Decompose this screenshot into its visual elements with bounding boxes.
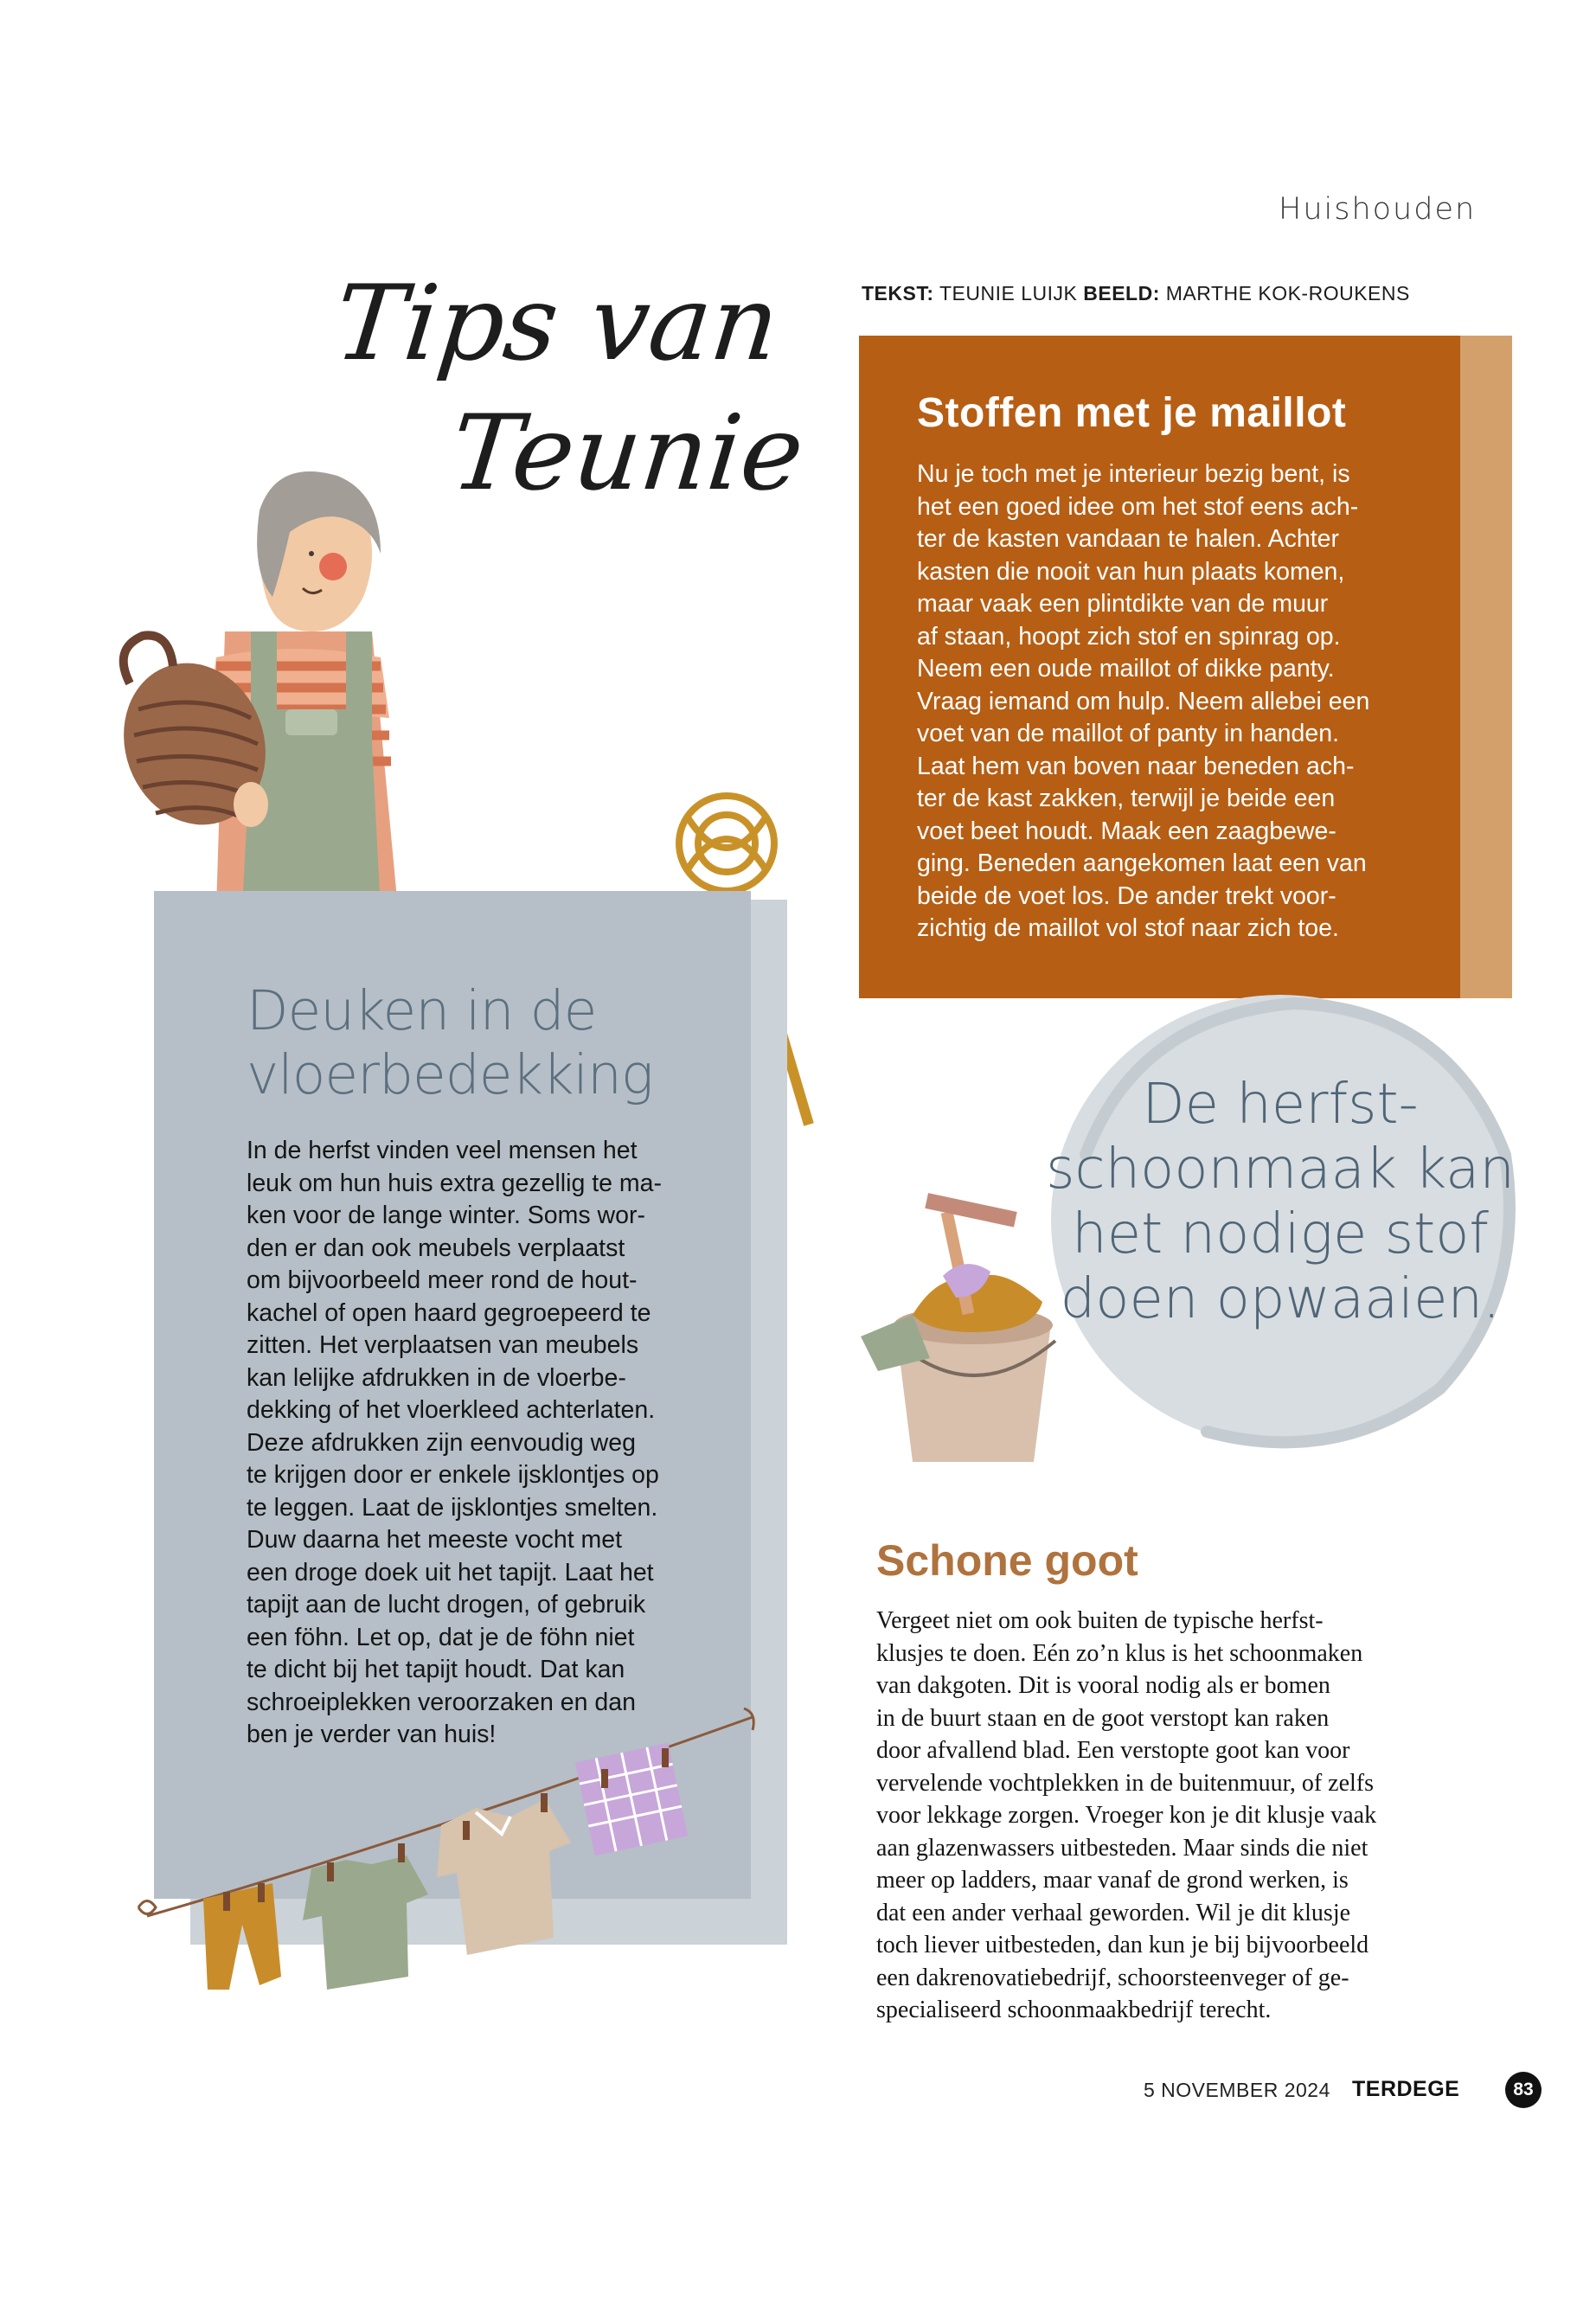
stoffen-box-accent — [1460, 336, 1512, 998]
credits-image-label: BEELD: — [1083, 282, 1160, 304]
stoffen-line: ter de kasten vandaan te halen. Achter — [917, 525, 1340, 553]
goot-line: in de buurt staan en de goot verstopt kan raken — [876, 1704, 1330, 1732]
stoffen-line: af staan, hoopt zich stof en spinrag op. — [917, 622, 1341, 651]
quote-line: De herfst- — [1142, 1073, 1419, 1137]
deuken-line: te krijgen door er enkele ijsklontjes op — [247, 1461, 659, 1489]
page-number-badge: 83 — [1505, 2072, 1542, 2108]
goot-line: dat een ander verhaal geworden. Wil je dit klusje — [876, 1899, 1351, 1926]
deuken-body — [247, 1135, 731, 1752]
section-label: Huishouden — [1279, 192, 1477, 227]
stoffen-line: voet beet houdt. Maak een zaagbewe- — [917, 817, 1336, 845]
credits — [862, 282, 1410, 305]
quote-line: het nodige stof — [1072, 1202, 1489, 1266]
stoffen-line: Neem een oude maillot of dikke panty. — [917, 655, 1335, 683]
deuken-line: tapijt aan de lucht drogen, of gebruik — [247, 1591, 646, 1618]
stoffen-line: voet van de maillot of panty in handen. — [917, 720, 1339, 747]
goot-line: klusjes te doen. Eén zo’n klus is het schoonmaken — [876, 1639, 1363, 1667]
stoffen-line: ter de kast zakken, terwijl je beide een — [917, 785, 1336, 812]
credits-image-value: MARTHE KOK-ROUKENS — [1165, 282, 1410, 304]
woman-with-basket-illustration — [121, 458, 433, 908]
stoffen-line: Vraag iemand om hulp. Neem allebei een — [917, 687, 1370, 715]
quote-line: schoonmaak kan — [1046, 1138, 1515, 1202]
goot-line: voor lekkage zorgen. Vroeger kon je dit klusje vaak — [876, 1802, 1377, 1829]
deuken-line: te dicht bij het tapijt houdt. Dat kan — [247, 1656, 625, 1683]
goot-line: specialiseerd schoonmaakbedrijf terecht. — [876, 1997, 1272, 2023]
goot-heading: Schone goot — [876, 1536, 1138, 1585]
goot-line: Vergeet niet om ook buiten de typische herfst- — [876, 1607, 1324, 1634]
goot-line: aan glazenwassers uitbesteden. Maar sinds die niet — [876, 1834, 1368, 1862]
pull-quote — [1042, 1073, 1518, 1332]
credits-text-label: TEKST: — [862, 282, 934, 304]
deuken-line: leuk om hun huis extra gezellig te ma- — [247, 1169, 662, 1197]
goot-line: vervelende vochtplekken in de buitenmuur, of zelfs — [876, 1769, 1375, 1797]
deuken-line: den er dan ook meubels verplaatst — [247, 1234, 625, 1262]
stoffen-line: Nu je toch met je interieur bezig bent, is — [917, 460, 1350, 488]
credits-text-value: TEUNIE LUIJK — [939, 282, 1078, 304]
goot-line: meer op ladders, maar vanaf de grond werken, is — [876, 1867, 1349, 1894]
stoffen-body — [917, 458, 1419, 945]
title-line-1: Tips van — [329, 264, 785, 384]
deuken-line: schroeiplekken veroorzaken en dan — [247, 1688, 636, 1716]
footer-brand: TERDEGE — [1352, 2077, 1460, 2101]
stoffen-line: zichtig de maillot vol stof naar zich toe. — [917, 914, 1339, 942]
goot-line: toch liever uitbesteden, dan kun je bij bijvoorbeeld — [876, 1932, 1369, 1958]
stoffen-line: kasten die nooit van hun plaats komen, — [917, 557, 1345, 586]
deuken-line: een droge doek uit het tapijt. Laat het — [247, 1558, 654, 1586]
stoffen-line: ging. Beneden aangekomen laat een van — [917, 849, 1367, 877]
goot-line: van dakgoten. Dit is vooral nodig als er bomen — [876, 1672, 1330, 1699]
deuken-line: te leggen. Laat de ijsklontjes smelten. — [247, 1493, 658, 1522]
deuken-line: zitten. Het verplaatsen van meubels — [247, 1331, 639, 1359]
deuken-line: een föhn. Let op, dat je de föhn niet — [247, 1623, 635, 1651]
goot-line: een dakrenovatiebedrijf, schoorsteenveger of ge- — [876, 1964, 1349, 1991]
clothesline-illustration — [130, 1691, 770, 2037]
deuken-heading-line: Deuken in de — [247, 979, 597, 1042]
stoffen-line: beide de voet los. De ander trekt voor- — [917, 881, 1336, 910]
stoffen-line: het een goed idee om het stof eens ach- — [917, 492, 1359, 521]
title-line-2: Teunie — [445, 394, 810, 514]
goot-line: door afvallend blad. Een verstopte goot kan voor — [876, 1737, 1350, 1764]
deuken-line: Duw daarna het meeste vocht met — [247, 1526, 623, 1554]
deuken-heading-line: vloerbedekking — [247, 1043, 653, 1106]
deuken-heading — [247, 979, 653, 1107]
stoffen-heading: Stoffen met je maillot — [917, 390, 1347, 436]
stoffen-line: maar vaak een plintdikte van de muur — [917, 590, 1329, 618]
deuken-line: Deze afdrukken zijn eenvoudig weg — [247, 1428, 636, 1457]
deuken-line: kan lelijke afdrukken in de vloerbe- — [247, 1363, 626, 1392]
deuken-line: kachel of open haard gegroepeerd te — [247, 1298, 651, 1327]
deuken-line: In de herfst vinden veel mensen het — [247, 1137, 638, 1164]
goot-body — [876, 1605, 1499, 2027]
stoffen-line: Laat hem van boven naar beneden ach- — [917, 752, 1355, 780]
footer-date: 5 NOVEMBER 2024 — [1144, 2079, 1330, 2101]
quote-line: doen opwaaien. — [1060, 1267, 1501, 1331]
deuken-line: ken voor de lange winter. Soms wor- — [247, 1202, 645, 1229]
deuken-line: dekking of het vloerkleed achterlaten. — [247, 1396, 656, 1424]
deuken-line: om bijvoorbeeld meer rond de hout- — [247, 1266, 638, 1294]
deuken-line: ben je verder van huis! — [247, 1721, 497, 1748]
